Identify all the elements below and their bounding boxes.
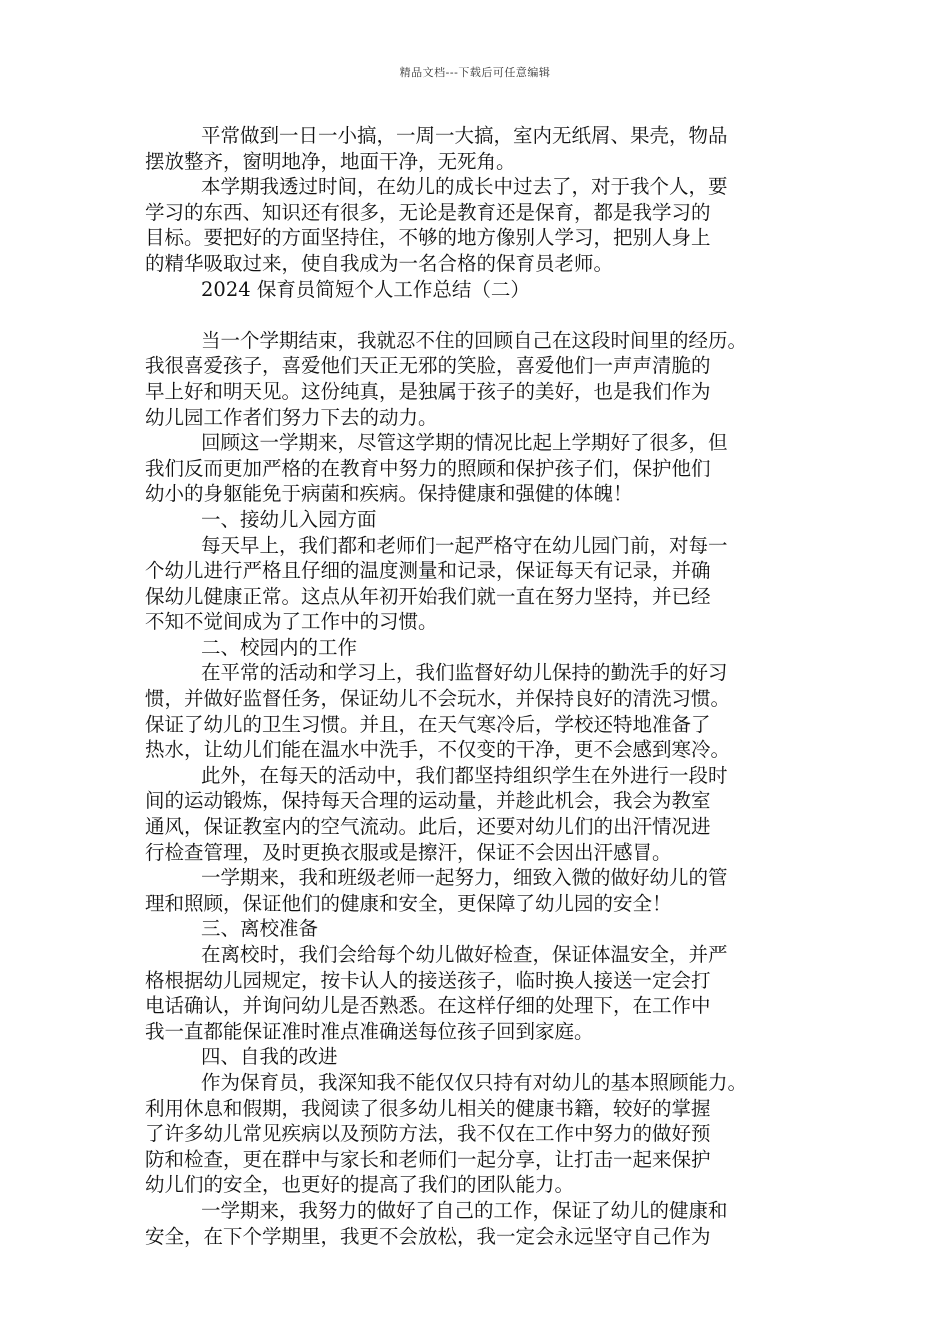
text-line: 当一个学期结束，我就忍不住的回顾自己在这段时间里的经历。 bbox=[201, 328, 748, 352]
text-line: 幼儿们的安全，也更好的提高了我们的团队能力。 bbox=[145, 1173, 575, 1197]
text-line: 保证了幼儿的卫生习惯。并且，在天气寒冷后，学校还特地准备了 bbox=[145, 712, 711, 736]
text-line: 回顾这一学期来，尽管这学期的情况比起上学期好了很多，但 bbox=[201, 431, 728, 455]
subsection-heading: 四、自我的改进 bbox=[201, 1045, 338, 1069]
text-line: 通风，保证教室内的空气流动。此后，还要对幼儿们的出汗情况进 bbox=[145, 815, 711, 839]
text-line: 每天早上，我们都和老师们一起严格守在幼儿园门前，对每一 bbox=[201, 533, 728, 557]
blank-line bbox=[145, 302, 815, 328]
text-line: 不知不觉间成为了工作中的习惯。 bbox=[145, 610, 438, 634]
text-line: 学习的东西、知识还有很多，无论是教育还是保育，都是我学习的 bbox=[145, 200, 711, 224]
text-line: 了许多幼儿常见疾病以及预防方法，我不仅在工作中努力的做好预 bbox=[145, 1122, 711, 1146]
text-line: 利用休息和假期，我阅读了很多幼儿相关的健康书籍，较好的掌握 bbox=[145, 1096, 711, 1120]
text-line: 防和检查，更在群中与家长和老师们一起分享，让打击一起来保护 bbox=[145, 1147, 711, 1171]
text-line: 在平常的活动和学习上，我们监督好幼儿保持的勤洗手的好习 bbox=[201, 661, 728, 685]
text-line: 间的运动锻炼，保持每天合理的运动量，并趁此机会，我会为教室 bbox=[145, 789, 711, 813]
text-line: 一学期来，我努力的做好了自己的工作，保证了幼儿的健康和 bbox=[201, 1198, 728, 1222]
subsection-heading: 三、离校准备 bbox=[201, 917, 319, 941]
text-line: 作为保育员，我深知我不能仅仅只持有对幼儿的基本照顾能力。 bbox=[201, 1070, 748, 1094]
document-body bbox=[145, 123, 815, 1249]
text-line: 格根据幼儿园规定，按卡认人的接送孩子，临时换人接送一定会打 bbox=[145, 968, 711, 992]
text-line: 我一直都能保证准时准点准确送每位孩子回到家庭。 bbox=[145, 1019, 594, 1043]
text-line: 平常做到一日一小搞，一周一大搞，室内无纸屑、果壳，物品 bbox=[201, 124, 728, 147]
text-line: 早上好和明天见。这份纯真，是独属于孩子的美好，也是我们作为 bbox=[145, 379, 711, 403]
text-line: 安全，在下个学期里，我更不会放松，我一定会永远坚守自己作为 bbox=[145, 1224, 711, 1248]
text-line: 的精华吸取过来，使自我成为一名合格的保育员老师。 bbox=[145, 251, 614, 275]
text-line: 我很喜爱孩子，喜爱他们天正无邪的笑脸，喜爱他们一声声清脆的 bbox=[145, 354, 711, 378]
text-line: 摆放整齐，窗明地净，地面干净，无死角。 bbox=[145, 149, 516, 173]
subsection-heading: 一、接幼儿入园方面 bbox=[201, 507, 377, 531]
text-line: 幼小的身躯能免于病菌和疾病。保持健康和强健的体魄！ bbox=[145, 482, 633, 506]
text-line: 我们反而更加严格的在教育中努力的照顾和保护孩子们，保护他们 bbox=[145, 456, 711, 480]
text-line: 一学期来，我和班级老师一起努力，细致入微的做好幼儿的管 bbox=[201, 866, 728, 890]
text-line: 行检查管理，及时更换衣服或是擦汗，保证不会因出汗感冒。 bbox=[145, 840, 672, 864]
text-line: 此外，在每天的活动中，我们都坚持组织学生在外进行一段时 bbox=[201, 763, 728, 787]
text-line: 保幼儿健康正常。这点从年初开始我们就一直在努力坚持，并已经 bbox=[145, 584, 711, 608]
text-line: 个幼儿进行严格且仔细的温度测量和记录，保证每天有记录，并确 bbox=[145, 559, 711, 583]
text-line: 目标。要把好的方面坚持住，不够的地方像别人学习，把别人身上 bbox=[145, 226, 711, 250]
text-line: 惯，并做好监督任务，保证幼儿不会玩水，并保持良好的清洗习惯。 bbox=[145, 687, 731, 711]
subsection-heading: 二、校园内的工作 bbox=[201, 635, 358, 659]
text-line: 幼儿园工作者们努力下去的动力。 bbox=[145, 405, 438, 429]
text-line: 理和照顾，保证他们的健康和安全，更保障了幼儿园的安全！ bbox=[145, 891, 672, 915]
text-line: 在离校时，我们会给每个幼儿做好检查，保证体温安全，并严 bbox=[201, 943, 728, 966]
section-title: 2024 保育员简短个人工作总结（二） bbox=[201, 277, 530, 301]
page-header: 精品文档---下载后可任意编辑 bbox=[399, 66, 551, 79]
text-line: 本学期我透过时间，在幼儿的成长中过去了，对于我个人，要 bbox=[201, 175, 728, 199]
text-line: 热水，让幼儿们能在温水中洗手，不仅变的干净，更不会感到寒冷。 bbox=[145, 738, 731, 762]
text-line: 电话确认，并询问幼儿是否熟悉。在这样仔细的处理下，在工作中 bbox=[145, 994, 711, 1018]
